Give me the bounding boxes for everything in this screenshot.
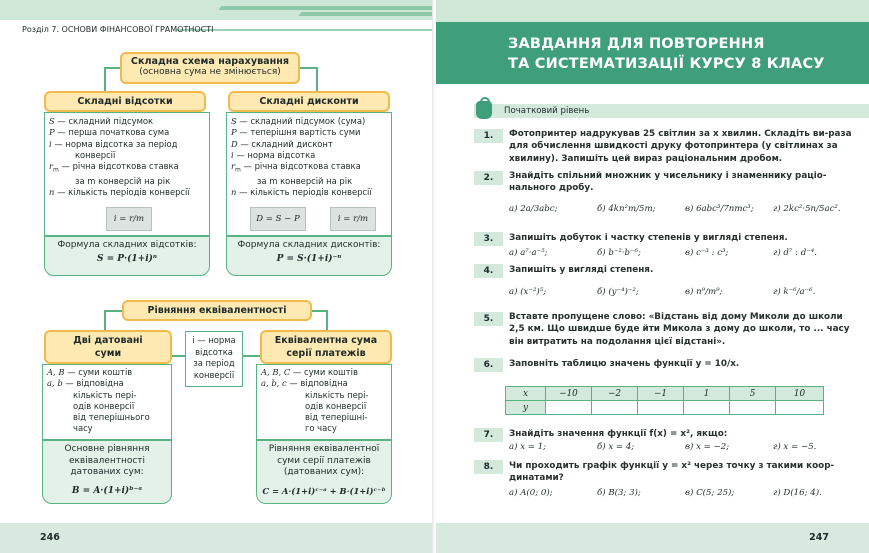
left-page — [0, 0, 434, 553]
compound-discount-vars: S — складний підсумок (сума) P — теперішня вартість суми D — складний дисконт i — норма відсотка $r_m$ — річна відсоткова ставка за m конверсій на рік n — кількість періодів конверсії — [226, 112, 392, 236]
two-dated-title-line1: Дві датовані — [73, 335, 143, 346]
compound-discount-box-formula-1: D = S − P — [250, 207, 306, 231]
option: а) x = 1; — [509, 442, 547, 452]
banner-stripe — [436, 0, 869, 22]
footer-band — [436, 523, 869, 553]
task-options — [509, 488, 861, 498]
connector — [104, 67, 106, 91]
task-number: 1. — [474, 129, 503, 143]
equivalent-sum-title-line2: серії платежів — [286, 348, 366, 359]
option: г) 2kc²·5n/5ac². — [773, 204, 841, 214]
option: а) a⁷·a⁻⁵; — [509, 248, 548, 258]
two-dated-vars: A, B — суми коштів a, b — відповідна кількість пері- одів конверсії від теперішнього часу — [42, 364, 172, 440]
option: г) D(16; 4). — [773, 488, 822, 498]
table-cell-x: 1 — [684, 387, 730, 401]
table-cell-y[interactable] — [730, 401, 776, 415]
center-note: i — норма відсотка за період конверсії — [185, 331, 243, 387]
task-number: 2. — [474, 171, 503, 185]
compound-interest-formula-box — [44, 236, 210, 276]
header-stripe — [218, 6, 434, 10]
running-head: Розділ 7. ОСНОВИ ФІНАНСОВОЇ ГРАМОТНОСТІ — [22, 25, 214, 34]
table-cell-x: −10 — [546, 387, 592, 401]
connector — [104, 67, 120, 69]
task-options — [509, 287, 861, 297]
table-cell-y[interactable] — [684, 401, 730, 415]
task-number: 4. — [474, 264, 503, 278]
compound-discount-formula: P = S·(1+i)⁻ⁿ — [276, 254, 342, 264]
connector — [326, 310, 328, 330]
table-cell-y[interactable] — [592, 401, 638, 415]
option: б) b⁻²·b⁻⁶; — [597, 248, 641, 258]
connector — [104, 310, 106, 330]
page-number-right: 247 — [809, 532, 829, 543]
connector — [316, 67, 318, 91]
scheme1-title: Складна схема нарахування — [130, 56, 290, 67]
compound-interest-vars: S — складний підсумок P — перша початкова сума i — норма відсотка за період конверсії $r_m$ — річна відсоткова ставка за m конверсій на рік n — кількість періодів конверсії — [44, 112, 210, 236]
compound-interest-title-box — [44, 91, 206, 112]
task-options — [509, 204, 861, 214]
table-cell-x: −2 — [592, 387, 638, 401]
scheme2-title-box — [122, 300, 312, 321]
table-cell-y[interactable] — [546, 401, 592, 415]
compound-discount-title: Складні дисконти — [259, 96, 359, 107]
header-stripe — [298, 12, 434, 16]
two-dated-formula: B = A·(1+i)ᵇ⁻ᵃ — [71, 485, 143, 496]
function-value-table — [505, 386, 824, 415]
option: в) 6abc³/7nmc³; — [685, 204, 754, 214]
two-dated-formula-box: Основне рівняння еквівалентності датованих сум: B = A·(1+i)ᵇ⁻ᵃ — [42, 440, 172, 504]
option: в) C(5; 25); — [685, 488, 735, 498]
kettlebell-icon — [476, 101, 492, 119]
table-header-y: y — [506, 401, 546, 415]
task-text: Знайдіть значення функції f(x) = x², якщо: — [509, 429, 728, 439]
scheme1-subtitle: (основна сума не змінюється) — [139, 67, 281, 77]
option: б) 4kn²m/5m; — [597, 204, 656, 214]
task-text: Вставте пропущене слово: «Відстань від дому Миколи до школи 2,5 км. Що швидше буде йти Микола з дому до школи, то ... часу він витратить на подолання цієї відстані». — [509, 312, 850, 347]
task-options — [509, 442, 861, 452]
task-number: 8. — [474, 460, 503, 474]
compound-discount-title-box — [228, 91, 390, 112]
option: б) x = 4; — [597, 442, 635, 452]
task-number: 5. — [474, 312, 503, 326]
compound-discount-formula-caption: Формула складних дисконтів: — [237, 240, 381, 250]
task-number: 7. — [474, 428, 503, 442]
option: г) x = −5. — [773, 442, 817, 452]
option: г) d⁷ : d⁻⁴. — [773, 248, 817, 258]
table-cell-y[interactable] — [776, 401, 824, 415]
task-text: Запишіть добуток і частку степенів у вигляді степеня. — [509, 233, 788, 243]
right-page — [436, 0, 869, 553]
task-text: Знайдіть спільний множник у чисельнику і знаменнику раціо-нального дробу. — [509, 171, 827, 194]
level-label: Початковий рівень — [504, 106, 590, 116]
option: б) B(3; 3); — [597, 488, 641, 498]
compound-interest-formula-caption: Формула складних відсотків: — [57, 240, 197, 250]
table-cell-x: 5 — [730, 387, 776, 401]
task-text: Заповніть таблицю значень функції y = 10/x. — [509, 359, 740, 369]
scheme2-title: Рівняння еквівалентності — [147, 305, 287, 316]
task-number: 3. — [474, 232, 503, 246]
option: в) c⁻³ : c³; — [685, 248, 729, 258]
task-text: Чи проходить графік функції y = x² через точку з такими коор-динатами? — [509, 461, 835, 484]
connector — [104, 310, 122, 312]
equivalent-sum-title-box — [260, 330, 392, 364]
task-text: Запишіть у вигляді степеня. — [509, 265, 654, 275]
option: в) x = −2; — [685, 442, 730, 452]
banner-title: ЗАВДАННЯ ДЛЯ ПОВТОРЕННЯ ТА СИСТЕМАТИЗАЦІЇ КУРСУ 8 КЛАСУ — [508, 36, 825, 72]
scheme1-title-box — [120, 52, 300, 84]
two-dated-title-box — [44, 330, 172, 364]
option: а) A(0; 0); — [509, 488, 553, 498]
equivalent-sum-formula: C = A·(1+i)ᶜ⁻ᵃ + B·(1+i)ᶜ⁻ᵇ — [262, 485, 386, 496]
compound-interest-formula: S = P·(1+i)ⁿ — [96, 254, 158, 264]
compound-interest-title: Складні відсотки — [77, 96, 173, 107]
connector — [172, 355, 185, 357]
option: в) n⁹/m⁹; — [685, 287, 723, 297]
option: г) k⁻⁶/a⁻⁶. — [773, 287, 816, 297]
equivalent-sum-formula-box: Рівняння еквівалентної суми серії платежів (датованих сум): C = A·(1+i)ᶜ⁻ᵃ + B·(1+i)ᶜ⁻ᵇ — [256, 440, 392, 504]
task-number: 6. — [474, 358, 503, 372]
compound-discount-formula-box — [226, 236, 392, 276]
option: б) (y⁻⁴)⁻²; — [597, 287, 639, 297]
table-cell-x: 10 — [776, 387, 824, 401]
connector — [243, 355, 260, 357]
page-number-left: 246 — [40, 532, 60, 543]
two-dated-title-line2: суми — [94, 348, 122, 359]
equivalent-sum-title-line1: Еквівалентна сума — [274, 335, 378, 346]
equivalent-sum-vars: A, B, C — суми коштів a, b, c — відповідна кількість пері- одів конверсії від теперішні- го часу — [256, 364, 392, 440]
task-options — [509, 248, 861, 258]
table-cell-x: −1 — [638, 387, 684, 401]
compound-discount-box-formula-2: i = r/m — [330, 207, 376, 231]
footer-band — [0, 523, 434, 553]
table-cell-y[interactable] — [638, 401, 684, 415]
option: а) (x⁻²)⁵; — [509, 287, 547, 297]
option: а) 2a/3abc; — [509, 204, 558, 214]
compound-interest-box-formula: i = r/m — [106, 207, 152, 231]
task-text: Фотопринтер надрукував 25 світлин за x хвилин. Складіть ви-раза для обчислення швидкості друку фотопринтера (у світлинах за хвилину). Запишіть цей вираз раціональним дробом. — [509, 129, 852, 164]
header-stripe-band — [0, 0, 434, 20]
table-header-x: x — [506, 387, 546, 401]
